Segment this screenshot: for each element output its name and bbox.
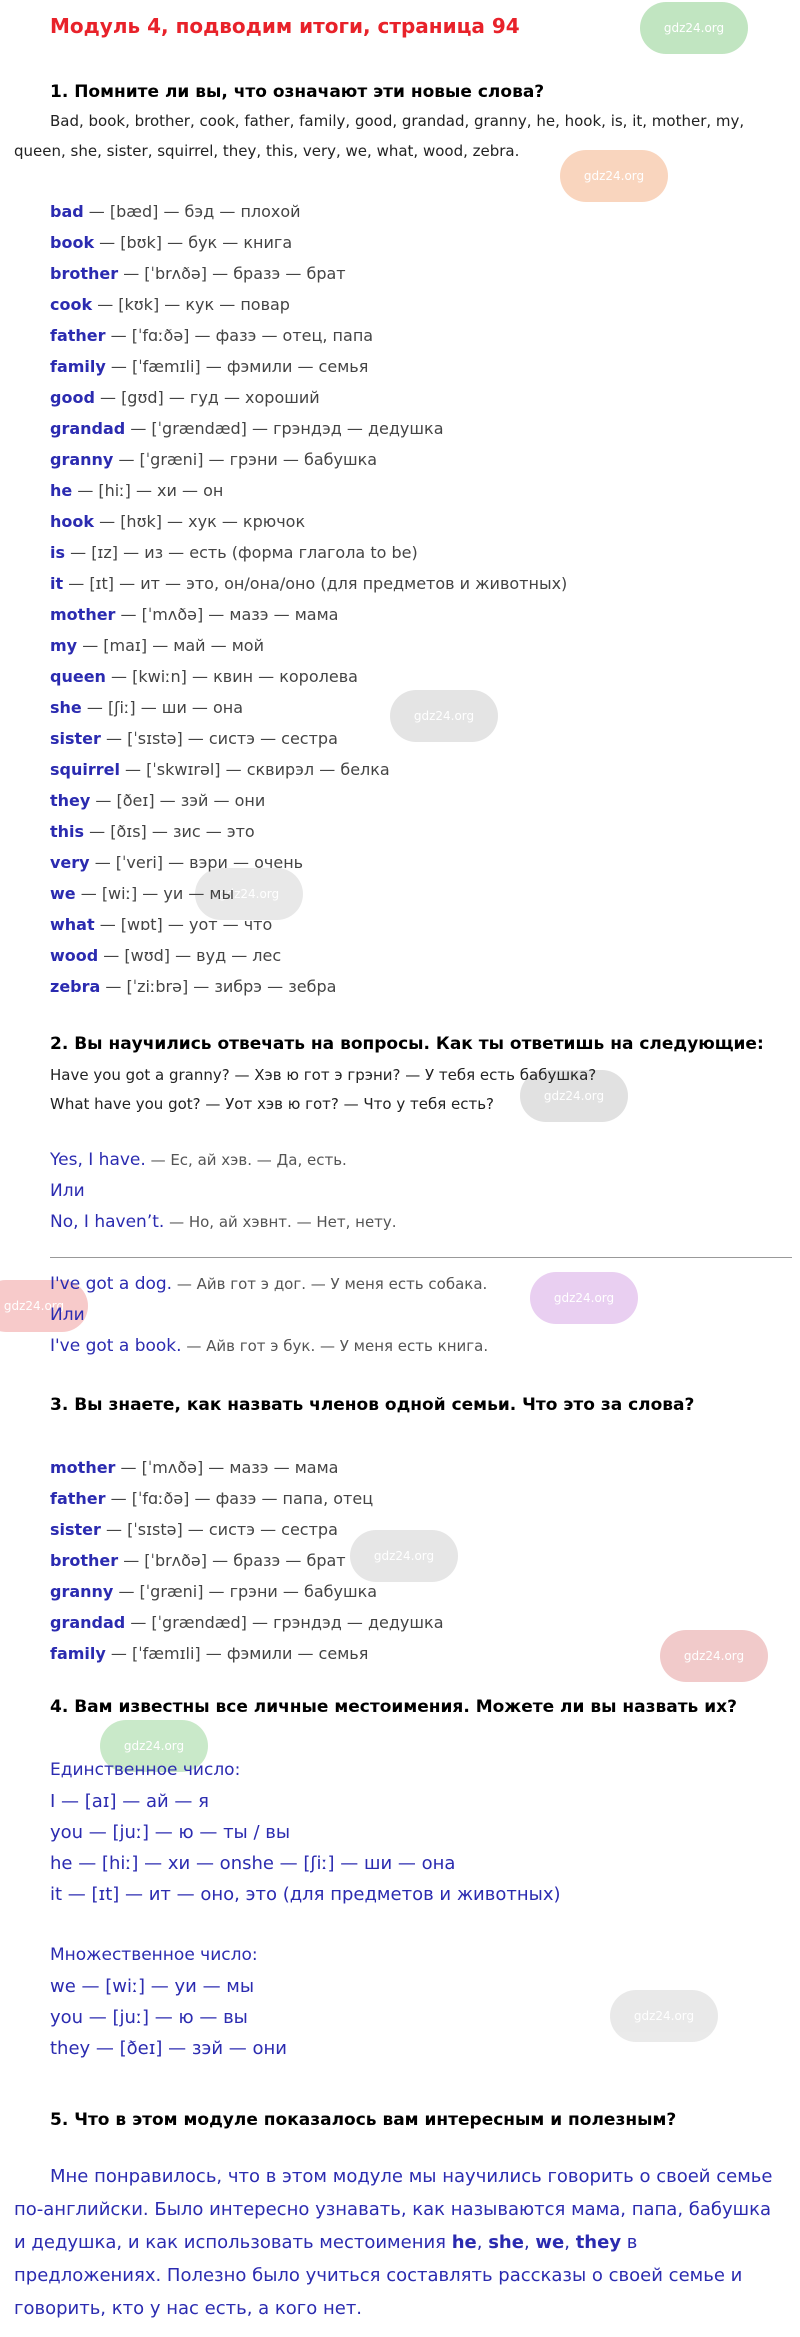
- vocab-entry: grandad — [ˈgrændæd] — грэндэд — дедушка: [50, 419, 444, 438]
- pronoun-line: we — [wiː] — уи — мы: [50, 1976, 255, 1997]
- family-entry: granny — [ˈgræni] — грэни — бабушка: [50, 1582, 378, 1601]
- pronouns-singular: [50, 1755, 790, 1910]
- watermark: gdz24.org: [560, 150, 668, 202]
- family-entry: grandad — [ˈgrændæd] — грэндэд — дедушка: [50, 1613, 444, 1632]
- vocab-entry: queen — [kwiːn] — квин — королева: [50, 667, 358, 686]
- vocab-entry: granny — [ˈgræni] — грэни — бабушка: [50, 450, 378, 469]
- vocab-entry: mother — [ˈmʌðə] — мазэ — мама: [50, 605, 339, 624]
- pronoun-line: he — [hiː] — хи — onshe — [ʃiː] — ши — она: [50, 1853, 456, 1874]
- question-3-heading: 3. Вы знаете, как назвать членов одной семьи. Что это за слова?: [50, 1395, 695, 1415]
- pronoun-line: you — [juː] — ю — ты / вы: [50, 1822, 291, 1843]
- vocab-entry: this — [ðɪs] — зис — это: [50, 822, 255, 841]
- family-entry: mother — [ˈmʌðə] — мазэ — мама: [50, 1458, 339, 1477]
- or-label: Или: [50, 1305, 85, 1325]
- vocab-entry: father — [ˈfɑːðə] — фазэ — отец, папа: [50, 326, 374, 345]
- watermark: gdz24.org: [640, 2, 748, 54]
- vocab-entry: zebra — [ˈziːbrə] — зибрэ — зебра: [50, 977, 337, 996]
- family-entry: brother — [ˈbrʌðə] — бразэ — брат: [50, 1551, 346, 1570]
- pronoun-line: I — [aɪ] — ай — я: [50, 1791, 209, 1812]
- page-title: Модуль 4, подводим итоги, страница 94: [50, 14, 520, 38]
- watermark: gdz24.org: [610, 1990, 718, 2042]
- vocab-entry: squirrel — [ˈskwɪrəl] — сквирэл — белка: [50, 760, 390, 779]
- vocab-entry: book — [bʊk] — бук — книга: [50, 233, 293, 252]
- question-1-wordlist: Bad, book, brother, cook, father, family, good, grandad, granny, he, hook, is, it, mother, my, queen, she, sister, squirrel, they, this, very, we, what, wood, zebra.: [14, 112, 745, 160]
- or-label: Или: [50, 1181, 85, 1201]
- vocab-entry: hook — [hʊk] — хук — крючок: [50, 512, 306, 531]
- watermark: gdz24.org: [660, 1630, 768, 1682]
- watermark: gdz24.org: [530, 1272, 638, 1324]
- example-question: What have you got? — Уот хэв ю гот? — Что у тебя есть?: [50, 1095, 495, 1113]
- family-entry: father — [ˈfɑːðə] — фазэ — папа, отец: [50, 1489, 374, 1508]
- watermark: gdz24.org: [350, 1530, 458, 1582]
- watermark: gdz24.org: [390, 690, 498, 742]
- vocab-entry: is — [ɪz] — из — есть (форма глагола to be): [50, 543, 418, 562]
- question-2-examples: [50, 1061, 790, 1119]
- family-entry: family — [ˈfæmɪli] — фэмили — семья: [50, 1644, 369, 1663]
- vocab-entry: family — [ˈfæmɪli] — фэмили — семья: [50, 357, 369, 376]
- question-2-answers: [50, 1144, 790, 1237]
- vocabulary-list: [50, 196, 790, 1002]
- vocab-entry: cook — [kʊk] — кук — повар: [50, 295, 290, 314]
- watermark: gdz24.org: [100, 1720, 208, 1772]
- vocab-entry: very — [ˈveri] — вэри — очень: [50, 853, 304, 872]
- question-2-heading: 2. Вы научились отвечать на вопросы. Как ты ответишь на следующие:: [50, 1034, 764, 1054]
- divider: [50, 1257, 792, 1258]
- pronouns-plural: [50, 1940, 790, 2064]
- vocab-entry: sister — [ˈsɪstə] — систэ — сестра: [50, 729, 338, 748]
- singular-label: Единственное число:: [50, 1760, 241, 1780]
- watermark: gdz24.org: [520, 1070, 628, 1122]
- question-5-answer: Мне понравилось, что в этом модуле мы научились говорить о своей семье по-английски. Было интересно узнавать, как называются мама, папа, бабушка и дедушка, и как использовать местоимения he, she, we, they в предложениях. Полезно было учиться составлять рассказы о своей семье и говорить, кто у нас есть, а кого нет.: [14, 2166, 773, 2319]
- vocab-entry: they — [ðeɪ] — зэй — они: [50, 791, 266, 810]
- vocab-entry: bad — [bæd] — бэд — плохой: [50, 202, 301, 221]
- vocab-entry: good — [gʊd] — гуд — хороший: [50, 388, 320, 407]
- vocab-entry: my — [maɪ] — май — мой: [50, 636, 264, 655]
- answer-line: I've got a book. — Айв гот э бук. — У меня есть книга.: [50, 1336, 489, 1356]
- answer-line: No, I haven’t. — Но, ай хэвнт. — Нет, нету.: [50, 1212, 397, 1232]
- question-1-heading: 1. Помните ли вы, что означают эти новые слова?: [50, 82, 545, 102]
- watermark: gdz24.org: [195, 868, 303, 920]
- pronoun-line: it — [ɪt] — ит — оно, это (для предметов и животных): [50, 1884, 561, 1905]
- question-4-heading: 4. Вам известны все личные местоимения. Можете ли вы назвать их?: [50, 1697, 737, 1717]
- vocab-entry: he — [hiː] — хи — он: [50, 481, 224, 500]
- pronoun-line: they — [ðeɪ] — зэй — они: [50, 2038, 287, 2059]
- question-2-answers-2: [50, 1268, 790, 1361]
- watermark: gdz24.org: [0, 1280, 88, 1332]
- vocab-entry: we — [wiː] — уи — мы: [50, 884, 235, 903]
- pronoun-line: you — [juː] — ю — вы: [50, 2007, 248, 2028]
- answer-line: I've got a dog. — Айв гот э дог. — У меня есть собака.: [50, 1274, 488, 1294]
- vocab-entry: wood — [wʊd] — вуд — лес: [50, 946, 282, 965]
- answer-line: Yes, I have. — Ес, ай хэв. — Да, есть.: [50, 1150, 347, 1170]
- vocab-entry: she — [ʃiː] — ши — она: [50, 698, 244, 717]
- vocab-entry: brother — [ˈbrʌðə] — бразэ — брат: [50, 264, 346, 283]
- question-5-heading: 5. Что в этом модуле показалось вам интересным и полезным?: [50, 2110, 677, 2130]
- vocab-entry: what — [wɒt] — уот — что: [50, 915, 273, 934]
- family-list: [50, 1452, 790, 1669]
- family-entry: sister — [ˈsɪstə] — систэ — сестра: [50, 1520, 338, 1539]
- vocab-entry: it — [ɪt] — ит — это, он/она/оно (для предметов и животных): [50, 574, 568, 593]
- plural-label: Множественное число:: [50, 1945, 258, 1965]
- example-question: Have you got a granny? — Хэв ю гот э грэни? — У тебя есть бабушка?: [50, 1066, 597, 1084]
